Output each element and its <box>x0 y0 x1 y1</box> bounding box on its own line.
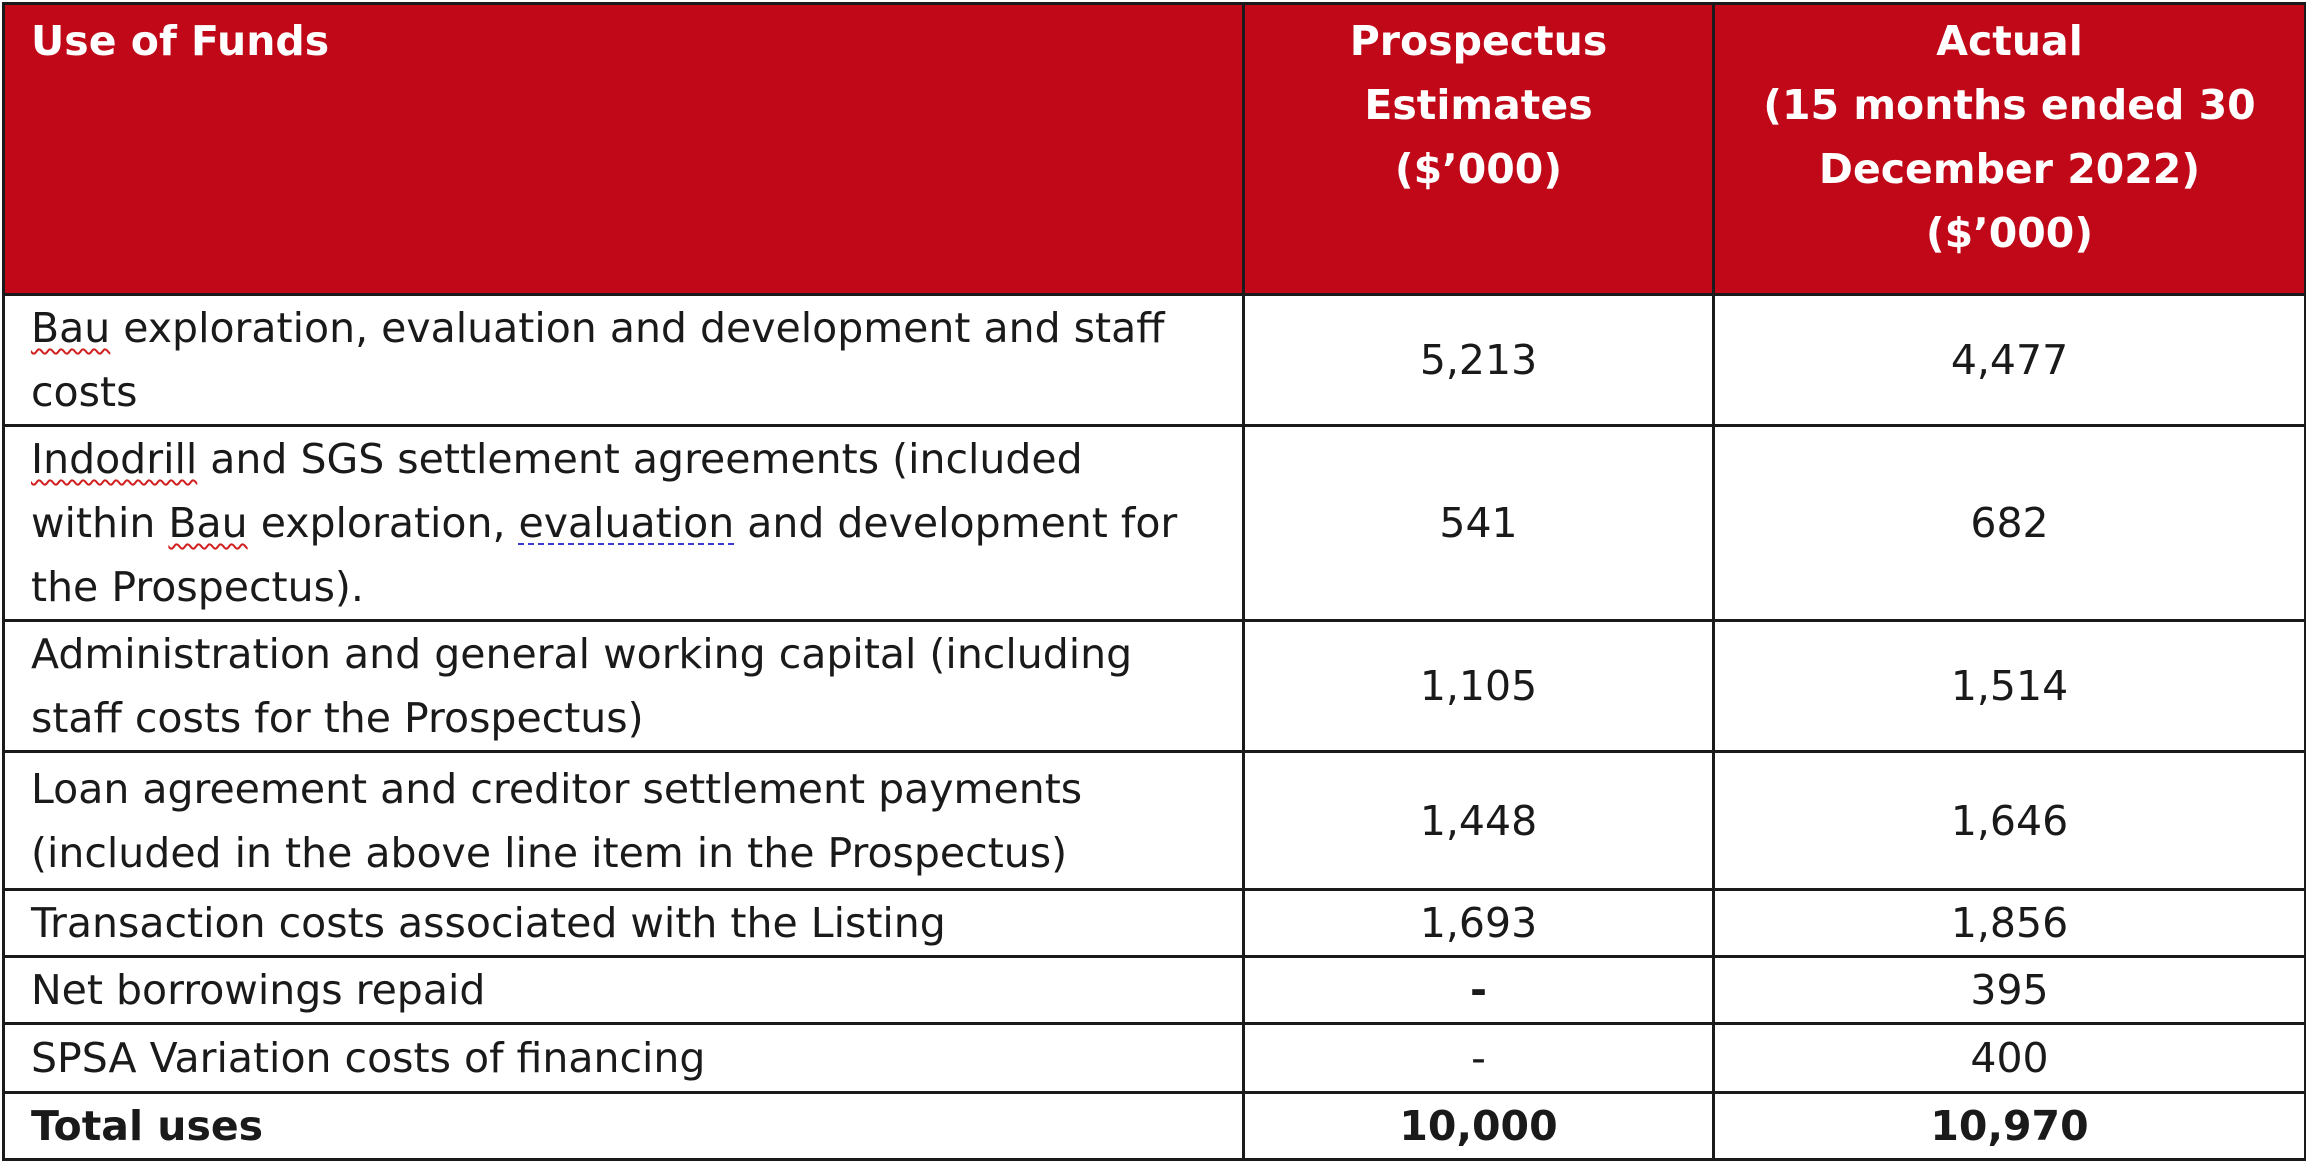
prospectus-value: - <box>1244 1024 1714 1093</box>
actual-value: 400 <box>1714 1024 2306 1093</box>
label-text: exploration, <box>247 499 519 547</box>
header-actual: Actual (15 months ended 30 December 2022) ($’000) <box>1714 4 2306 295</box>
table-row <box>4 426 2306 621</box>
total-row <box>4 1093 2306 1160</box>
row-label: Transaction costs associated with the Listing <box>4 890 1244 957</box>
actual-value: 682 <box>1714 426 2306 621</box>
prospectus-value: 5,213 <box>1244 295 1714 426</box>
prospectus-value: 1,693 <box>1244 890 1714 957</box>
table-row <box>4 1024 2306 1093</box>
total-actual-value: 10,970 <box>1714 1093 2306 1160</box>
prospectus-value: 1,105 <box>1244 621 1714 752</box>
use-of-funds-table <box>2 2 2306 1161</box>
prospectus-value: - <box>1244 957 1714 1024</box>
table-row <box>4 890 2306 957</box>
spellcheck-underlined-text: Bau <box>168 499 248 547</box>
total-prospectus-value: 10,000 <box>1244 1093 1714 1160</box>
actual-value: 4,477 <box>1714 295 2306 426</box>
actual-value: 1,646 <box>1714 752 2306 890</box>
label-text: and development for the Prospectus). <box>31 499 1178 611</box>
table-row <box>4 295 2306 426</box>
table-row <box>4 621 2306 752</box>
spellcheck-underlined-text: Indodrill <box>31 435 198 483</box>
table-header-row <box>4 4 2306 295</box>
actual-value: 1,856 <box>1714 890 2306 957</box>
actual-value: 1,514 <box>1714 621 2306 752</box>
grammar-underlined-text: evaluation <box>518 499 735 547</box>
total-label: Total uses <box>4 1093 1244 1160</box>
row-label: Net borrowings repaid <box>4 957 1244 1024</box>
prospectus-value: 1,448 <box>1244 752 1714 890</box>
label-text: and SGS settlement agreements (included within <box>31 435 1083 547</box>
row-label: SPSA Variation costs of financing <box>4 1024 1244 1093</box>
header-use-of-funds: Use of Funds <box>4 4 1244 295</box>
row-label: Loan agreement and creditor settlement payments (included in the above line item in the Prospectus) <box>4 752 1244 890</box>
label-text: exploration, evaluation and development and staff costs <box>31 304 1165 416</box>
row-label <box>4 295 1244 426</box>
table-row <box>4 752 2306 890</box>
row-label <box>4 426 1244 621</box>
spellcheck-underlined-text: Bau <box>31 304 111 352</box>
actual-value: 395 <box>1714 957 2306 1024</box>
header-prospectus-estimates: Prospectus Estimates ($’000) <box>1244 4 1714 295</box>
prospectus-value: 541 <box>1244 426 1714 621</box>
row-label: Administration and general working capital (including staff costs for the Prospectus) <box>4 621 1244 752</box>
table-row <box>4 957 2306 1024</box>
